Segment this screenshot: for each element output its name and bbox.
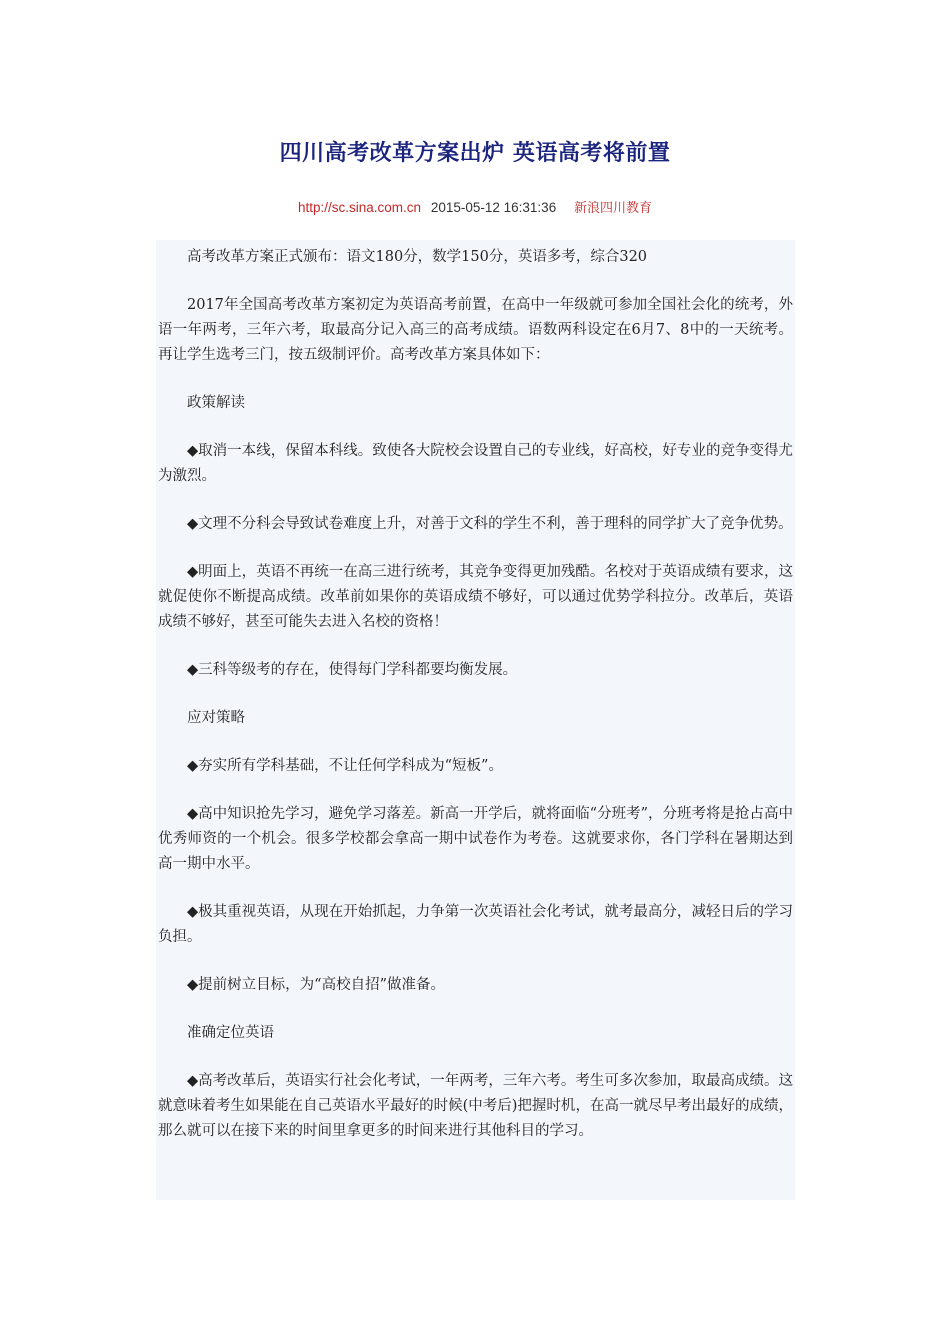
publish-datetime: 2015-05-12 16:31:36 [430,200,557,215]
source-name: 新浪四川教育 [573,201,652,216]
paragraph: ◆高中知识抢先学习，避免学习落差。新高一开学后，就将面临“分班考”，分班考将是抢占高中优秀师资的一个机会。很多学校都会拿高一期中试卷作为考卷。这就要求你，各门学科在暑期达到高一期中水平。 [158,806,793,872]
paragraph: ◆提前树立目标，为“高校自招”做准备。 [187,977,445,993]
source-url-link[interactable]: http://sc.sina.com.cn [298,200,422,215]
paragraph: ◆极其重视英语，从现在开始抓起，力争第一次英语社会化考试，就考最高分，减轻日后的学习负担。 [158,904,793,945]
section-heading-policy: 政策解读 [187,395,245,411]
section-heading-english: 准确定位英语 [187,1025,274,1041]
section-heading-strategy: 应对策略 [187,710,245,726]
paragraph: ◆夯实所有学科基础，不让任何学科成为“短板”。 [187,758,503,774]
article-title: 四川高考改革方案出炉 英语高考将前置 [279,141,671,166]
article-meta [0,197,950,216]
paragraph: ◆高考改革后，英语实行社会化考试，一年两考，三年六考。考生可多次参加，取最高成绩。这就意味着考生如果能在自己英语水平最好的时候(中考后)把握时机，在高一就尽早考出最好的成绩，那么就可以在接下来的时间里拿更多的时间来进行其他科目的学习。 [158,1073,793,1139]
paragraph: ◆三科等级考的存在，使得每门学科都要均衡发展。 [187,662,518,678]
article-body [156,240,795,1200]
paragraph: ◆文理不分科会导致试卷难度上升，对善于文科的学生不利，善于理科的同学扩大了竞争优势。 [187,516,793,532]
paragraph: ◆明面上，英语不再统一在高三进行统考，其竞争变得更加残酷。名校对于英语成绩有要求，这就促使你不断提高成绩。改革前如果你的英语成绩不够好，可以通过优势学科拉分。改革后，英语成绩不够好，甚至可能失去进入名校的资格！ [158,564,793,630]
paragraph: 高考改革方案正式颁布：语文180分，数学150分，英语多考，综合320 [187,249,648,265]
paragraph: 2017年全国高考改革方案初定为英语高考前置，在高中一年级就可参加全国社会化的统考，外语一年两考，三年六考，取最高分记入高三的高考成绩。语数两科设定在6月7、8中的一天统考。再让学生选考三门，按五级制评价。高考改革方案具体如下： [158,297,793,363]
paragraph: ◆取消一本线，保留本科线。致使各大院校会设置自己的专业线，好高校，好专业的竞争变得尤为激烈。 [158,443,793,484]
